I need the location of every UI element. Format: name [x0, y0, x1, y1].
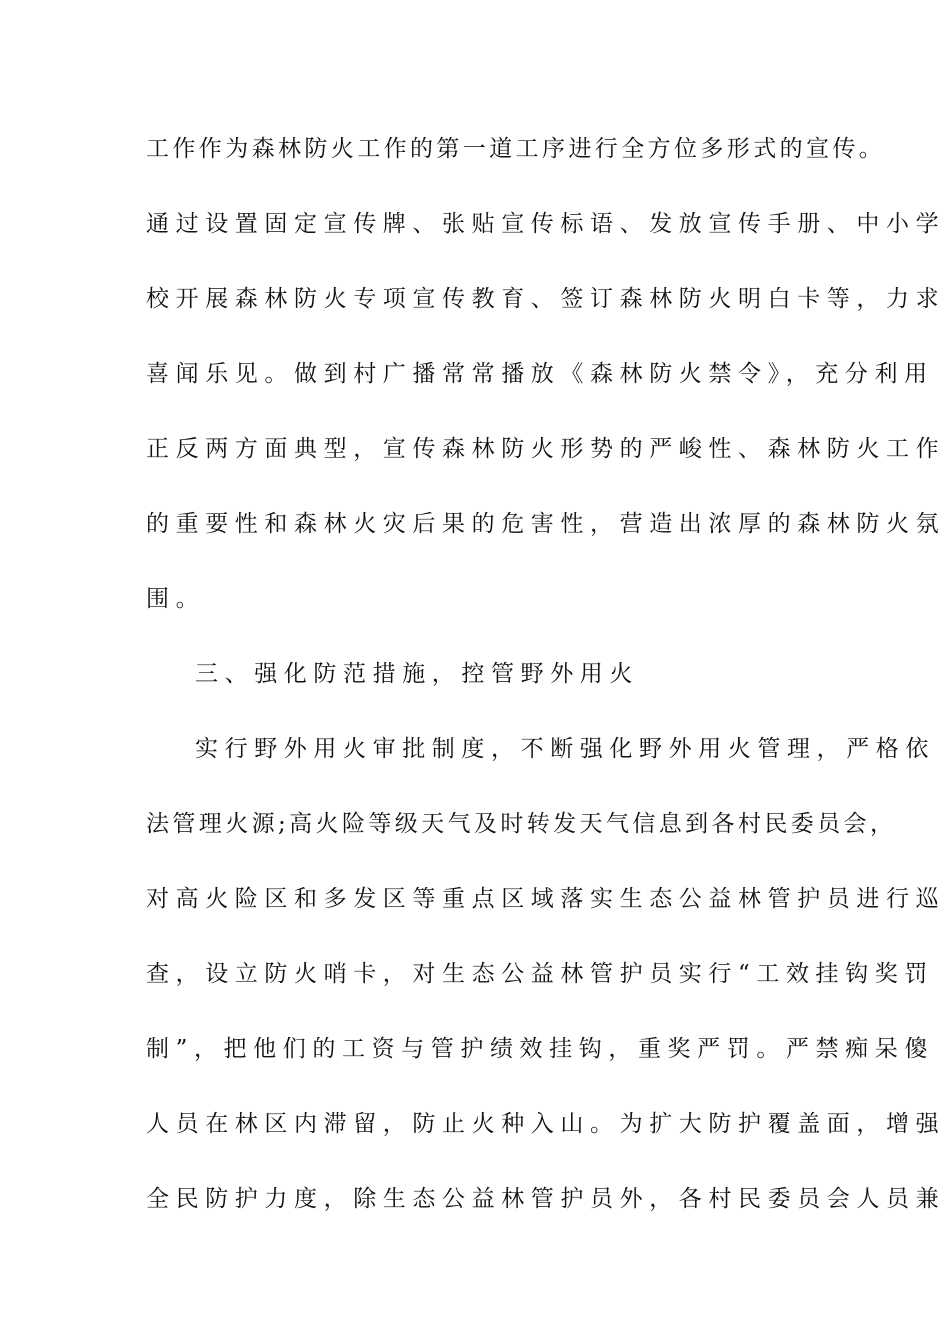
paragraph-line-4: 喜闻乐见。做到村广播常常播放《森林防火禁令》，充分利用	[146, 361, 934, 387]
paragraph-line-13: 制”，把他们的工资与管护绩效挂钩，重奖严罚。严禁痴呆傻	[146, 1036, 934, 1062]
paragraph-line-14: 人员在林区内滞留，防止火种入山。为扩大防护覆盖面，增强	[146, 1111, 946, 1137]
paragraph-line-6: 的重要性和森林火灾后果的危害性，营造出浓厚的森林防火氛	[146, 511, 946, 537]
section-heading: 三、强化防范措施，控管野外用火	[195, 661, 639, 687]
paragraph-line-9: 实行野外用火审批制度，不断强化野外用火管理，严格依	[195, 736, 935, 762]
paragraph-line-7: 围。	[146, 586, 206, 612]
paragraph-line-15: 全民防护力度，除生态公益林管护员外，各村民委员会人员兼	[146, 1186, 946, 1212]
paragraph-line-10: 法管理火源;高火险等级天气及时转发天气信息到各村民委员会，	[146, 811, 897, 837]
paragraph-line-2: 通过设置固定宣传牌、张贴宣传标语、发放宣传手册、中小学	[146, 211, 946, 237]
paragraph-line-3: 校开展森林防火专项宣传教育、签订森林防火明白卡等，力求	[146, 286, 946, 312]
paragraph-line-11: 对高火险区和多发区等重点区域落实生态公益林管护员进行巡	[146, 886, 946, 912]
paragraph-line-5: 正反两方面典型，宣传森林防火形势的严峻性、森林防火工作	[146, 436, 946, 462]
paragraph-line-12: 查，设立防火哨卡，对生态公益林管护员实行“工效挂钩奖罚	[146, 961, 934, 987]
paragraph-line-1: 工作作为森林防火工作的第一道工序进行全方位多形式的宣传。	[146, 136, 886, 162]
